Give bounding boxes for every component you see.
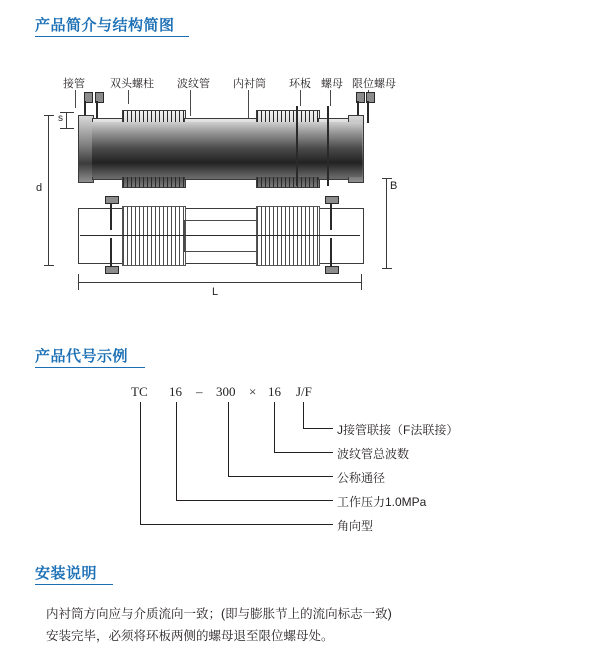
leader-bowenguan — [190, 90, 191, 116]
code-leader-h-dn — [228, 476, 333, 477]
ring-plate-upper — [296, 106, 298, 186]
product-code-example — [0, 378, 600, 538]
dim-line-l — [78, 282, 362, 283]
code-token-tc: TC — [131, 384, 148, 399]
code-desc-pressure: 工作压力1.0MPa — [337, 495, 427, 509]
code-leader-v-dn — [228, 402, 229, 476]
stud-lower-right — [330, 200, 332, 230]
nut-lower-left-b — [105, 266, 119, 274]
leader-luomu — [330, 90, 331, 106]
liner-lower — [184, 220, 258, 252]
dim-tick-l-right — [361, 274, 362, 290]
code-token-dash: – — [196, 384, 203, 399]
install-note-line-1: 内衬筒方向应与介质流向一致；(即与膨胀节上的流向标志一致) — [46, 607, 392, 621]
section-title-install-underline — [35, 584, 113, 585]
leader-jieguan — [75, 90, 76, 108]
callout-label-luomu: 螺母 — [321, 78, 343, 90]
dim-tick-b-top — [382, 178, 392, 179]
dim-line-d — [48, 115, 49, 265]
nut-lower-left — [105, 196, 119, 204]
body-solid-upper — [92, 122, 362, 177]
dim-tick-s-bottom — [60, 128, 74, 129]
dim-line-s — [66, 112, 67, 128]
stud-lower-left-b — [110, 238, 112, 268]
dim-tick-s-top — [60, 112, 74, 113]
dim-label-d: d — [36, 182, 43, 194]
code-leader-h-jf — [303, 428, 333, 429]
code-leader-v-pressure — [176, 402, 177, 500]
section-title-code: 产品代号示例 — [35, 348, 129, 365]
bellows-left-lower — [122, 206, 186, 266]
bellows-right-lower — [256, 206, 320, 266]
code-leader-h-pressure — [176, 500, 333, 501]
callout-label-xianwei-luomu: 限位螺母 — [352, 78, 396, 90]
dim-tick-l-left — [78, 274, 79, 290]
section-title-code-underline — [35, 367, 145, 368]
structure-diagram — [0, 60, 600, 320]
code-leader-h-type — [140, 524, 333, 525]
stud-right-b — [367, 101, 369, 123]
leader-shuangtou — [128, 90, 129, 104]
install-note-line-2: 安装完毕，必须将环板两侧的螺母退至限位螺母处。 — [46, 629, 334, 643]
code-token-jf: J/F — [296, 384, 312, 399]
dim-tick-d-top — [44, 115, 54, 116]
code-leader-v-waves — [274, 402, 275, 452]
code-desc-waves: 波纹管总波数 — [337, 447, 410, 461]
callout-label-jieguan: 接管 — [63, 78, 85, 90]
dim-tick-d-bottom — [44, 265, 54, 266]
dim-label-b: B — [390, 180, 398, 192]
code-token-16a: 16 — [169, 384, 182, 399]
callout-label-bowenguan: 波纹管 — [177, 78, 210, 90]
code-token-16b: 16 — [268, 384, 281, 399]
ring-plate-upper-2 — [327, 106, 329, 186]
dim-label-l: L — [212, 286, 219, 298]
callout-label-shuangtou-luozhu: 双头螺柱 — [110, 78, 154, 90]
code-leader-v-type — [140, 402, 141, 524]
stud-lower-right-b — [330, 238, 332, 268]
callout-label-neichentong: 内衬筒 — [233, 78, 266, 90]
nut-lower-right-b — [325, 266, 339, 274]
section-title-intro-underline — [35, 36, 189, 37]
leader-huanban — [300, 90, 301, 106]
code-token-times: × — [249, 384, 257, 399]
dim-tick-b-bottom — [382, 268, 392, 269]
section-title-intro: 产品简介与结构简图 — [35, 17, 175, 34]
code-desc-dn: 公称通径 — [337, 471, 386, 485]
code-token-300: 300 — [216, 384, 236, 399]
dim-line-b — [386, 178, 387, 268]
callout-label-huanban: 环板 — [289, 78, 311, 90]
code-leader-h-waves — [274, 452, 333, 453]
code-desc-jf: J接管联接（F法联接） — [337, 423, 459, 437]
stud-lower-left — [110, 200, 112, 230]
code-leader-v-jf — [303, 402, 304, 428]
nut-lower-right — [325, 196, 339, 204]
dim-label-s: s — [58, 113, 63, 124]
section-title-install: 安装说明 — [35, 565, 98, 582]
code-desc-type: 角向型 — [337, 519, 374, 533]
